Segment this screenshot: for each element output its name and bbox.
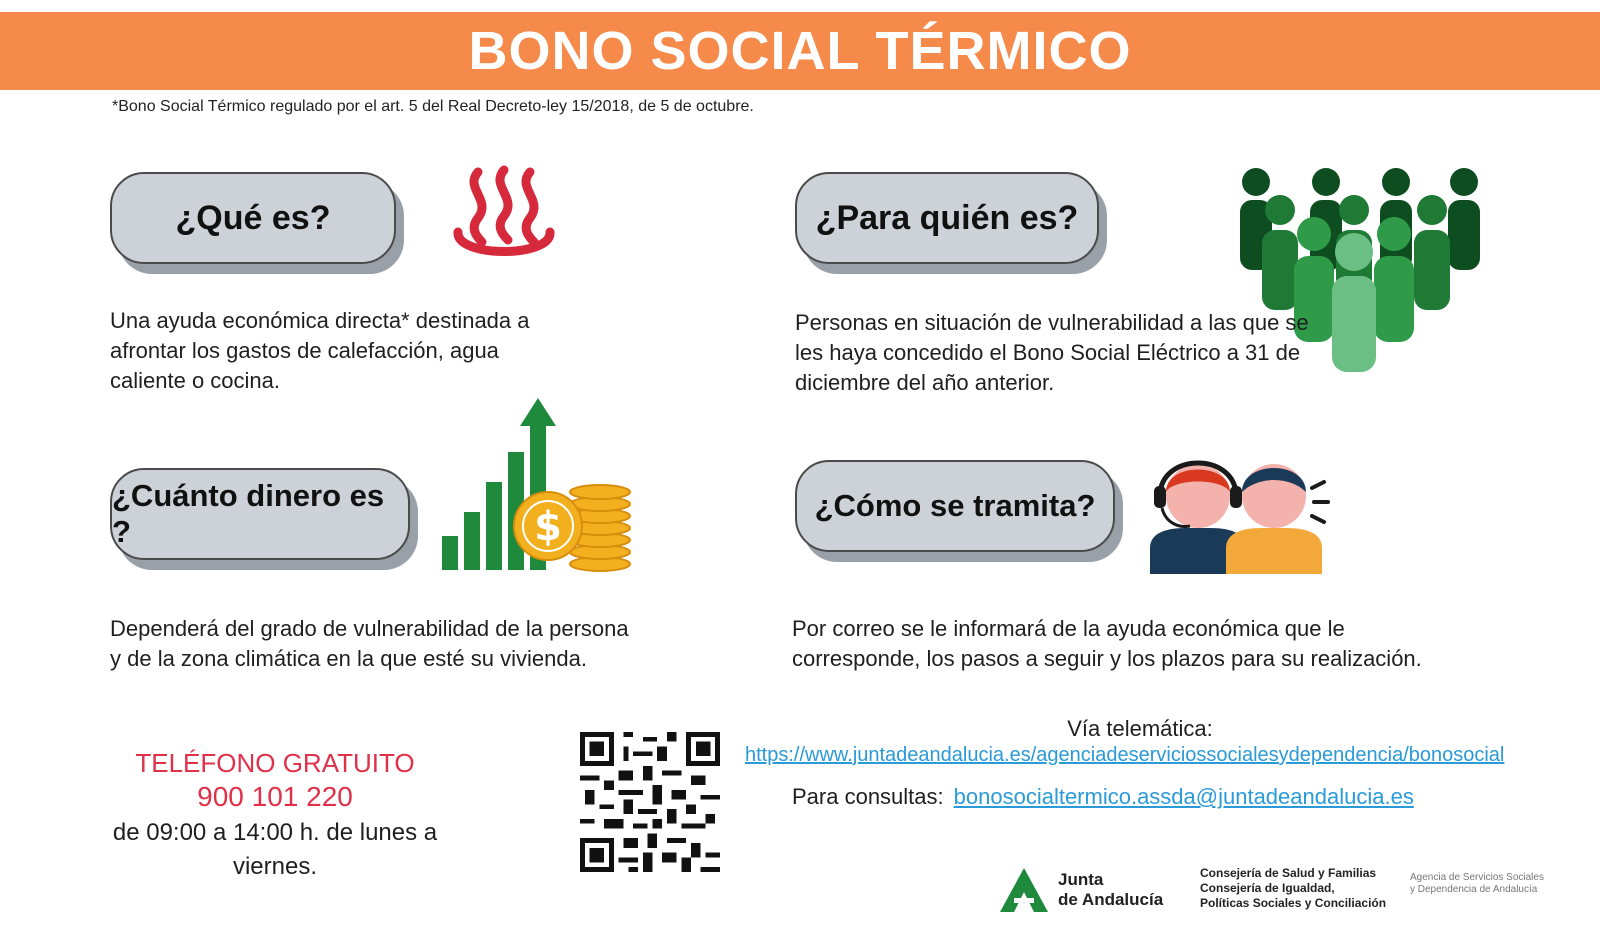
svg-text:$: $ (534, 504, 562, 550)
junta-andalucia-logo (1000, 862, 1190, 922)
answer-what-is: Una ayuda económica directa* destinada a afrontar los gastos de calefacción, agua caliente o cocina. (110, 308, 530, 393)
footnote: *Bono Social Térmico regulado por el art. 5 del Real Decreto-ley 15/2018, de 5 de octubre. (112, 98, 754, 115)
website-link[interactable]: https://www.juntadeandalucia.es/agenciadeserviciossocialesydependencia/bonosocial (745, 744, 1505, 766)
junta-logo-icon (1000, 868, 1048, 912)
junta-text: Junta de Andalucía (1058, 870, 1164, 909)
phone-title: TELÉFONO GRATUITO (135, 748, 415, 778)
consult-line (792, 784, 1414, 810)
money-growth-chart-icon (440, 398, 640, 572)
phone-block (90, 746, 460, 884)
page-title: BONO SOCIAL TÉRMICO (468, 21, 1132, 81)
answer-how-much: Dependerá del grado de vulnerabilidad de la persona y de la zona climática en la que esté su vivienda. (110, 616, 629, 671)
phone-number[interactable]: 900 101 220 (197, 781, 353, 812)
answer-how-to-apply: Por correo se le informará de la ayuda económica que le corresponde, los pasos a seguir y los plazos para su realización. (792, 616, 1422, 671)
header-banner (0, 12, 1600, 90)
email-link[interactable]: bonosocialtermico.assda@juntadeandalucia.es (953, 784, 1414, 809)
agencia-text: Agencia de Servicios Sociales y Dependencia de Andalucía (1410, 872, 1544, 895)
online-label: Vía telemática: (1067, 716, 1213, 741)
customer-support-icon (1150, 452, 1330, 574)
question-how-much: ¿Cuánto dinero es ? (110, 468, 410, 560)
phone-hours: de 09:00 a 14:00 h. de lunes a viernes. (112, 819, 438, 880)
heat-steam-icon (448, 162, 560, 274)
consult-label: Para consultas: (792, 784, 944, 809)
question-what-is: ¿Qué es? (110, 172, 396, 264)
consejerias-text: Consejería de Salud y Familias Consejería de Igualdad, Políticas Sociales y Conciliación (1200, 866, 1387, 910)
answer-for-whom: Personas en situación de vulnerabilidad a las que se les haya concedido el Bono Social Eléctrico a 31 de diciembre del año anterior. (795, 310, 1309, 395)
question-how-to-apply: ¿Cómo se tramita? (795, 460, 1115, 552)
question-for-whom: ¿Para quién es? (795, 172, 1099, 264)
qr-code-icon[interactable] (580, 732, 720, 872)
